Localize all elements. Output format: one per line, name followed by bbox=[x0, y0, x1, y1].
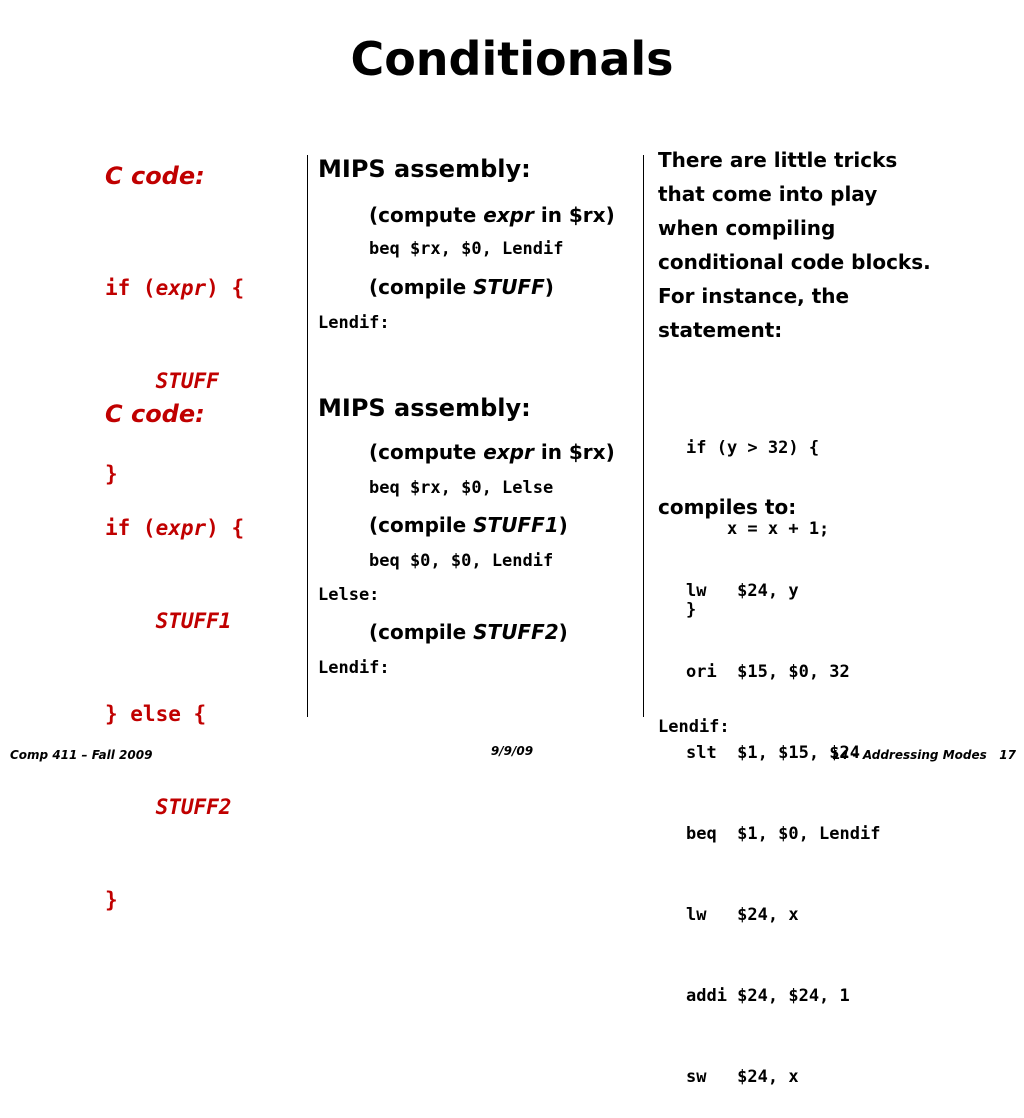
c-code-line: } else { bbox=[105, 702, 207, 726]
c-code-line: if (expr) { bbox=[105, 276, 245, 300]
c-code-heading-1: C code: bbox=[105, 162, 205, 190]
c-code-line: STUFF1 bbox=[155, 609, 232, 633]
mips-code-beq-lendif: beq $0, $0, Lendif bbox=[369, 551, 554, 571]
asm-line: lw $24, x bbox=[686, 905, 799, 925]
intro-line: when compiling bbox=[658, 216, 836, 240]
asm-line: ori $15, $0, 32 bbox=[686, 662, 850, 682]
intro-paragraph bbox=[658, 143, 931, 347]
mips-label-lendif-1: Lendif: bbox=[318, 313, 390, 333]
asm-line: sw $24, x bbox=[686, 1067, 799, 1087]
intro-line: There are little tricks bbox=[658, 148, 898, 172]
divider-left bbox=[307, 155, 308, 717]
mips-note-compile-stuff1: (compile STUFF1) bbox=[369, 513, 568, 537]
mips-note-compile-1: (compile STUFF) bbox=[369, 275, 554, 299]
footer-date: 9/9/09 bbox=[490, 744, 534, 758]
statement-line: } bbox=[686, 600, 697, 620]
asm-line: beq $1, $0, Lendif bbox=[686, 824, 881, 844]
mips-note-compute-1: (compute expr in $rx) bbox=[369, 203, 615, 227]
mips-label-lelse: Lelse: bbox=[318, 585, 380, 605]
intro-line: statement: bbox=[658, 318, 783, 342]
c-code-heading-2: C code: bbox=[105, 400, 205, 428]
mips-heading-2: MIPS assembly: bbox=[318, 394, 531, 422]
compiled-assembly bbox=[686, 524, 880, 1118]
statement-line: if (y > 32) { bbox=[686, 438, 820, 458]
c-code-line: STUFF bbox=[155, 369, 219, 393]
c-code-line: STUFF2 bbox=[155, 795, 232, 819]
footer-lecture-page: L4 – Addressing Modes 17 bbox=[832, 748, 1016, 762]
compiles-to-label: compiles to: bbox=[658, 495, 797, 519]
mips-code-beq-lelse: beq $rx, $0, Lelse bbox=[369, 478, 554, 498]
mips-label-lendif-2: Lendif: bbox=[318, 658, 390, 678]
asm-line: addi $24, $24, 1 bbox=[686, 986, 850, 1006]
intro-line: For instance, the bbox=[658, 284, 850, 308]
c-code-line: } bbox=[105, 888, 118, 912]
slide-title: Conditionals bbox=[350, 32, 674, 86]
c-code-block-2 bbox=[105, 451, 244, 947]
divider-right bbox=[643, 155, 644, 717]
statement-line: x = x + 1; bbox=[686, 519, 830, 539]
mips-heading-1: MIPS assembly: bbox=[318, 155, 531, 183]
c-code-line: if (expr) { bbox=[105, 516, 245, 540]
intro-line: that come into play bbox=[658, 182, 878, 206]
mips-note-compute-2: (compute expr in $rx) bbox=[369, 440, 615, 464]
c-code-line: } bbox=[105, 462, 118, 486]
asm-label-lendif: Lendif: bbox=[658, 717, 730, 737]
asm-line: slt $1, $15, $24 bbox=[686, 743, 860, 763]
footer-course: Comp 411 – Fall 2009 bbox=[10, 748, 153, 762]
intro-line: conditional code blocks. bbox=[658, 250, 931, 274]
asm-line: lw $24, y bbox=[686, 581, 799, 601]
mips-note-compile-stuff2: (compile STUFF2) bbox=[369, 620, 568, 644]
mips-code-beq-1: beq $rx, $0, Lendif bbox=[369, 239, 564, 259]
